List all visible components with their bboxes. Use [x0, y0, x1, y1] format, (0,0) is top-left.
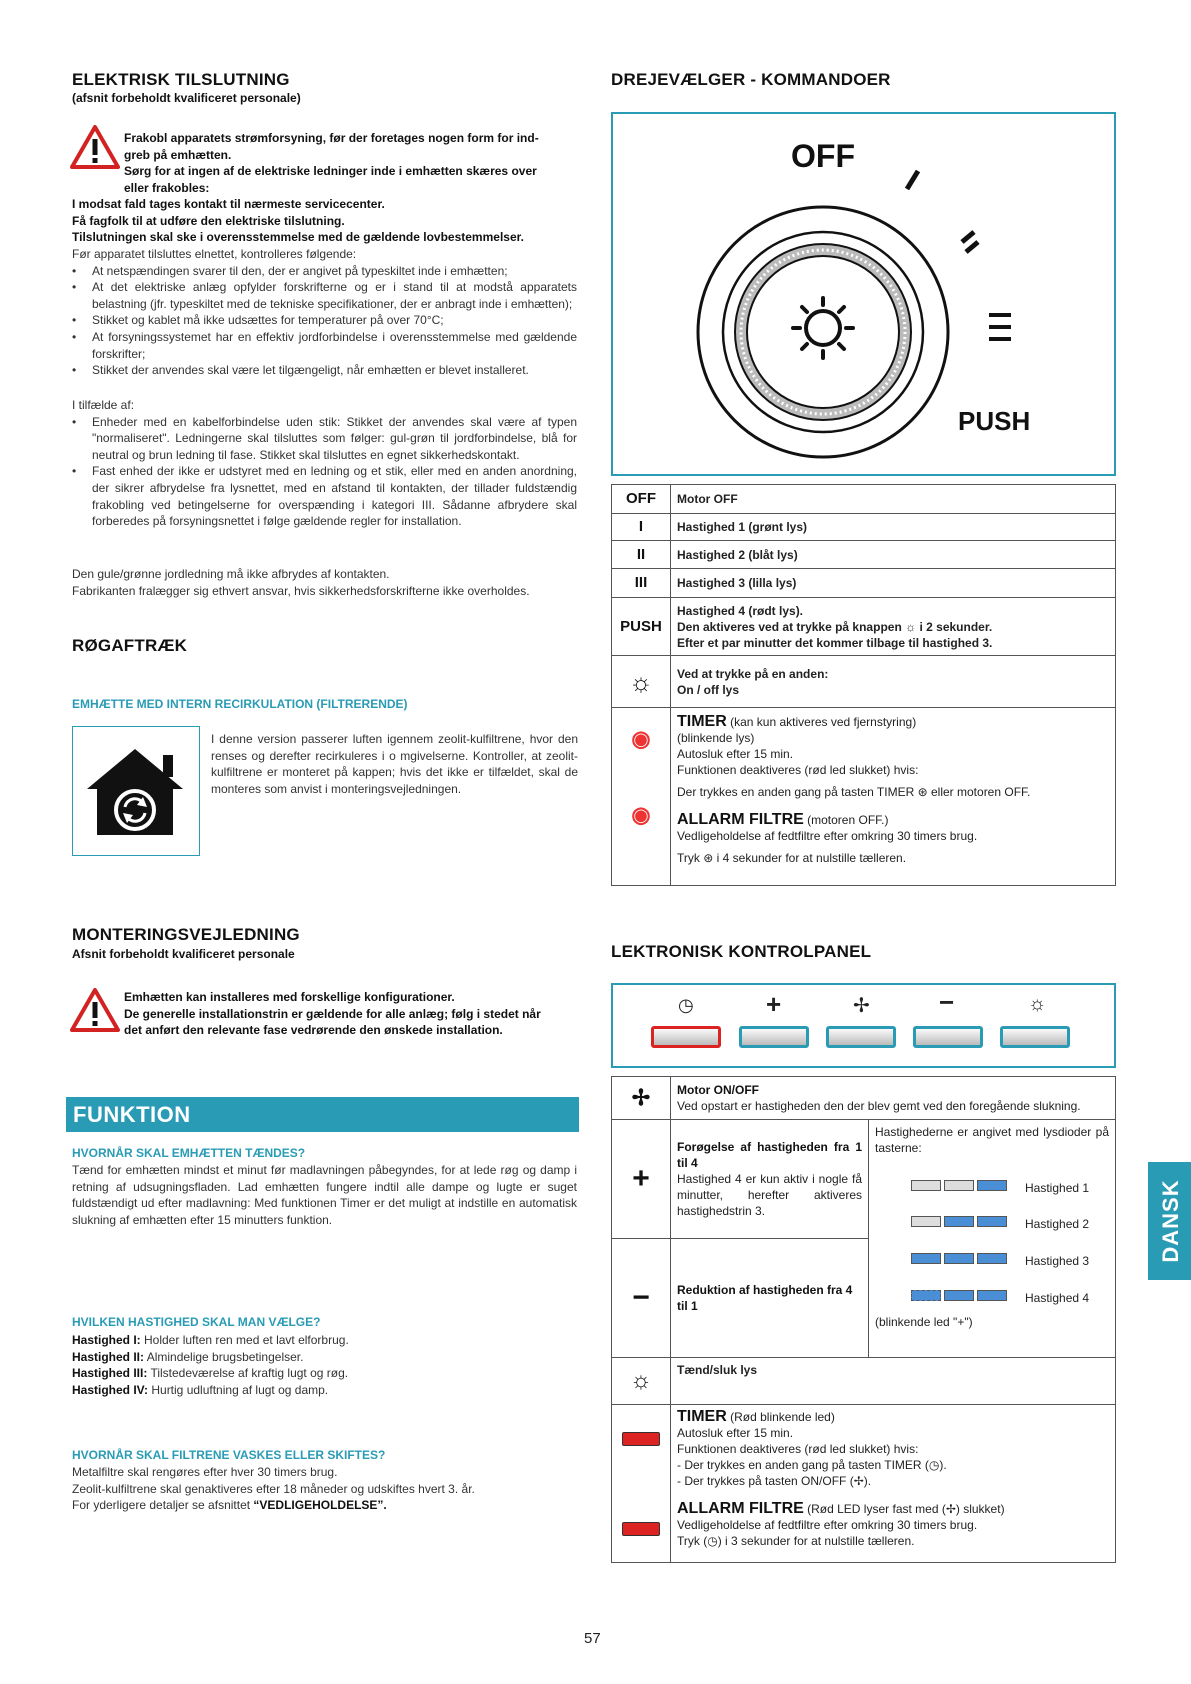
plus-icon: + — [612, 1120, 671, 1239]
panel-title: LEKTRONISK KONTROLPANEL — [611, 942, 872, 961]
smoke-title: RØGAFTRÆK — [72, 636, 188, 655]
function-q1: HVORNÅR SKAL EMHÆTTEN TÆNDES? — [72, 1146, 306, 1160]
command-text: Forøgelse af hastigheden fra 1 til 4 Hastighed 4 er kun aktiv i nogle få minutter, herefter aktiveres hastighedstrin 3. — [671, 1120, 869, 1239]
function-header-bar — [66, 1097, 579, 1132]
function-q3: HVORNÅR SKAL FILTRENE VASKES ELLER SKIFTES? — [72, 1448, 386, 1462]
warning-line: eller frakobles: — [124, 180, 210, 195]
command-text: Hastighed 2 (blåt lys) — [671, 541, 1116, 569]
checklist-item: • Stikket og kablet må ikke udsættes for temperaturer på over 70°C; — [92, 312, 577, 329]
fan-button[interactable] — [826, 1026, 896, 1048]
command-text: Ved at trykke på en anden: On / off lys — [671, 656, 1116, 708]
electrical-subtitle: (afsnit forbeholdt kvalificeret personale) — [72, 91, 301, 105]
recirculation-house-icon — [73, 727, 198, 854]
light-icon: ☼ — [905, 619, 917, 634]
knob-commands-table — [611, 484, 1116, 886]
speed-item: Hastighed IV: Hurtig udluftning af lugt og damp. — [72, 1382, 329, 1397]
bold-line: I modsat fald tages kontakt til nærmeste servicecenter. — [72, 197, 385, 211]
command-text: Motor ON/OFF Ved opstart er hastigheden den der blev gemt ved den foregående slukning. — [671, 1077, 1116, 1120]
panel-commands-table — [611, 1076, 1116, 1563]
case-item: • Fast enhed der ikke er udstyret med en ledning og et stik, eller med en anden anordning, der sikrer afbrydelse fra lysnettet, med en afstand til kontakten, der tillader fuldstændig frakobling ved betingelserne for overspænding i kategori III. Sådanne afbrydere skal forberedes på forsyningsnettet i følge gældende regler for installation. — [92, 463, 577, 529]
plus-button[interactable] — [739, 1026, 809, 1048]
electrical-bold-notes — [72, 196, 582, 246]
checklist-item: • At forsyningssystemet har en effektiv jordforbindelse i overensstemmelse med gældende forskrifter; — [92, 329, 577, 362]
timer-blink-icon: ◉ — [631, 726, 651, 751]
table-row — [612, 514, 1116, 541]
led-label: Hastighed 4 — [1025, 1291, 1090, 1305]
timer-button[interactable] — [651, 1026, 721, 1048]
table-row — [612, 541, 1116, 569]
checklist-intro: Før apparatet tilsluttes elnettet, kontrolleres følgende: — [72, 247, 357, 261]
fan-icon: ✢ — [945, 1502, 956, 1516]
fan-icon: ✢ — [853, 1474, 864, 1488]
bold-line: Tilslutningen skal ske i overensstemmelse med de gældende lovbestemmelser. — [72, 230, 524, 245]
fan-icon: ✢ — [853, 995, 870, 1017]
led-label: Hastighed 3 — [1025, 1254, 1090, 1268]
table-row — [612, 708, 1116, 886]
timer-alarm-icons — [612, 708, 671, 886]
table-row — [612, 1077, 1116, 1120]
recirculation-icon-box — [72, 726, 200, 856]
warning-line: Frakobl apparatets strømforsyning, før der foretages nogen form for ind- — [124, 131, 539, 145]
minus-button[interactable] — [913, 1026, 983, 1048]
timer-icon: ◷ — [707, 1534, 718, 1548]
speed-item: Hastighed I: Holder luften ren med et lavt elforbrug. — [72, 1333, 349, 1347]
led-speed-legend — [869, 1120, 1116, 1358]
checklist-item: • Stikket der anvendes skal være let tilgængeligt, når emhætten er blevet installeret. — [92, 362, 577, 379]
command-symbol: PUSH — [612, 598, 671, 656]
filter-line: Metalfiltre skal rengøres efter hver 30 timers brug. — [72, 1465, 338, 1479]
alarm-led-icon — [613, 1522, 669, 1540]
filter-line: For yderligere detaljer se afsnittet “VEDLIGEHOLDELSE”. — [72, 1498, 387, 1513]
knob-push-label: PUSH — [958, 406, 1031, 436]
alarm-filter-icon: ◉ — [631, 802, 651, 827]
electrical-footer — [72, 566, 577, 599]
led-row-4 — [911, 1290, 1007, 1306]
warning-icon — [70, 987, 120, 1033]
led-label: Hastighed 2 — [1025, 1217, 1090, 1231]
fan-icon: ✢ — [612, 1077, 671, 1120]
led-label: Hastighed 1 — [1025, 1181, 1090, 1195]
electrical-title: ELEKTRISK TILSLUTNING — [72, 70, 290, 89]
speed-item: Hastighed II: Almindelige brugsbetingelser. — [72, 1349, 304, 1364]
language-tab — [1148, 1162, 1191, 1280]
speed-list — [72, 1332, 577, 1398]
table-row — [612, 569, 1116, 598]
light-icon: ☼ — [612, 1358, 671, 1405]
function-q2: HVILKEN HASTIGHED SKAL MAN VÆLGE? — [72, 1315, 321, 1329]
led-intro: Hastighederne er angivet med lysdioder på tasterne: — [875, 1125, 1109, 1155]
command-symbol: I — [612, 514, 671, 541]
mounting-subtitle: Afsnit forbeholdt kvalificeret personale — [72, 947, 295, 961]
warning-line: De generelle installationstrin er gældende for alle anlæg; følg i stedet når — [124, 1006, 541, 1021]
table-row — [612, 1120, 1116, 1239]
timer-alarm-text: TIMER (kan kun aktiveres ved fjernstyring) (blinkende lys) Autosluk efter 15 min. Funktionen deaktiveres (rød led slukket) hvis: Der trykkes en anden gang på tasten TIMER ⊛ eller motoren OFF. ALLARM FILTRE (motoren OFF.) Vedligeholdelse af fedtfiltre efter omkring 30 timers brug. Tryk ⊛ i 4 sekunder for at nulstille tælleren. — [671, 708, 1116, 886]
warning-line: greb på emhætten. — [124, 147, 232, 162]
bold-line: Få fagfolk til at udføre den elektriske tilslutning. — [72, 213, 345, 228]
command-text: Reduktion af hastigheden fra 4 til 1 — [671, 1239, 869, 1358]
function-q3-text — [72, 1464, 577, 1514]
rotary-knob-graphic[interactable] — [613, 114, 1113, 474]
command-text: Hastighed 1 (grønt lys) — [671, 514, 1116, 541]
smoke-text: I denne version passerer luften igennem zeolit-kulfiltrene, hvor den renses og derefter recirkuleres i o mgivelserne. Kontroller, at zeolit-kulfiltrene er monteret på kappen; hvis det ikke er tilfældet, skal de monteres som anvist i monteringsvejledningen. — [211, 732, 578, 796]
light-icon: ☼ — [612, 656, 671, 708]
command-symbol: OFF — [612, 485, 671, 514]
timer-led-icon — [613, 1432, 669, 1450]
knob-diagram — [611, 112, 1116, 476]
table-row — [612, 485, 1116, 514]
warning-icon — [70, 124, 120, 170]
command-symbol: III — [612, 569, 671, 598]
smoke-subtitle: EMHÆTTE MED INTERN RECIRKULATION (FILTRERENDE) — [72, 697, 408, 711]
checklist-item: • At netspændingen svarer til den, der er angivet på typeskiltet inde i emhætten; — [92, 263, 577, 280]
table-row — [612, 1405, 1116, 1563]
checklist-item: • At det elektriske anlæg opfylder forskrifterne og er i stand til at modstå apparatets belastning (jfr. typeskiltet med de tekniske specifikationer, der er anbragt inde i emhætten); — [92, 279, 577, 312]
electrical-checklist — [72, 246, 577, 379]
table-row — [612, 598, 1116, 656]
led-row-3 — [911, 1253, 1007, 1269]
footer-line: Fabrikanten fralægger sig ethvert ansvar, hvis sikkerhedsforskrifterne ikke overholdes. — [72, 583, 530, 598]
footer-line: Den gule/grønne jordledning må ikke afbrydes af kontakten. — [72, 567, 390, 581]
warning-line: det anført den relevante fase vedrørende den ønskede installation. — [124, 1023, 503, 1038]
page-number: 57 — [584, 1630, 601, 1647]
electrical-cases — [72, 397, 577, 530]
command-text: Motor OFF — [671, 485, 1116, 514]
knob-title: DREJEVÆLGER - KOMMANDOER — [611, 70, 891, 89]
filter-line: Zeolit-kulfiltrene skal genaktiveres efter 18 måneder og udskiftes hvert 3. år. — [72, 1481, 475, 1496]
command-text: Hastighed 4 (rødt lys). Den aktiveres ved at trykke på knappen ☼ i 2 sekunder. Efter et par minutter det kommer tilbage til hastighed 3. — [671, 598, 1116, 656]
light-button[interactable] — [1000, 1026, 1070, 1048]
timer-icon: ⊛ — [917, 785, 928, 799]
blink-note: (blinkende led "+") — [875, 1315, 973, 1329]
reset-icon: ⊛ — [703, 851, 714, 865]
command-text: Hastighed 3 (lilla lys) — [671, 569, 1116, 598]
warning-line: Sørg for at ingen af de elektriske ledninger inde i emhætten skæres over — [124, 164, 537, 179]
knob-off-label: OFF — [791, 138, 855, 174]
table-row — [612, 1358, 1116, 1405]
led-row-1 — [911, 1180, 1007, 1196]
timer-alarm-text: TIMER (Rød blinkende led) Autosluk efter 15 min. Funktionen deaktiveres (rød led slukket) hvis: - Der trykkes en anden gang på tasten TIMER (◷). - Der trykkes på tasten ON/OFF (✢). ALLARM FILTRE (Rød LED lyser fast med (✢) slukket) Vedligeholdelse af fedtfiltre efter omkring 30 timers brug. Tryk (◷) i 3 sekunder for at nulstille tælleren. — [671, 1405, 1116, 1563]
timer-icon: ◷ — [928, 1458, 940, 1472]
command-text: Tænd/sluk lys — [671, 1358, 1116, 1405]
function-title: FUNKTION — [73, 1102, 191, 1127]
speed-item: Hastighed III: Tilstedeværelse af kraftig lugt og røg. — [72, 1366, 349, 1381]
timer-icon: ◷ — [678, 995, 694, 1015]
led-row-2 — [911, 1216, 1007, 1232]
led-rows — [875, 1156, 1109, 1329]
language-tab-label: DANSK — [1157, 1179, 1183, 1263]
mounting-warning — [124, 989, 584, 1039]
electrical-warning — [124, 130, 579, 196]
table-row — [612, 656, 1116, 708]
warning-line: Emhætten kan installeres med forskellige konfigurationer. — [124, 990, 455, 1004]
light-icon: ☼ — [1028, 993, 1047, 1015]
minus-icon: − — [612, 1239, 671, 1358]
mounting-title: MONTERINGSVEJLEDNING — [72, 925, 300, 944]
function-q1-text: Tænd for emhætten mindst et minut før madlavningen påbegyndes, for at lede røg og damp i retning af udsugningsfladen. Lad emhætten fungere indtil alle dampe og lugte er suget fuldstændigt ud efter madlavning: Med funktionen Timer er det muligt at indstille en automatisk slukning af emhætten efter 15 minutters funktion. — [72, 1163, 577, 1227]
plus-icon: + — [766, 989, 782, 1019]
minus-icon: − — [939, 987, 955, 1017]
cases-intro: I tilfælde af: — [72, 398, 135, 412]
timer-alarm-icons — [612, 1405, 671, 1563]
command-symbol: II — [612, 541, 671, 569]
case-item: • Enheder med en kabelforbindelse uden stik: Stikket der anvendes skal være af typen "normaliseret". Ledningerne skal tilsluttes som følger: gul-grøn til jordforbindelse, blå for neutral og brun ledning til fase. Stikket skal tilsluttes en egnet sikkerhedskontakt. — [92, 414, 577, 464]
